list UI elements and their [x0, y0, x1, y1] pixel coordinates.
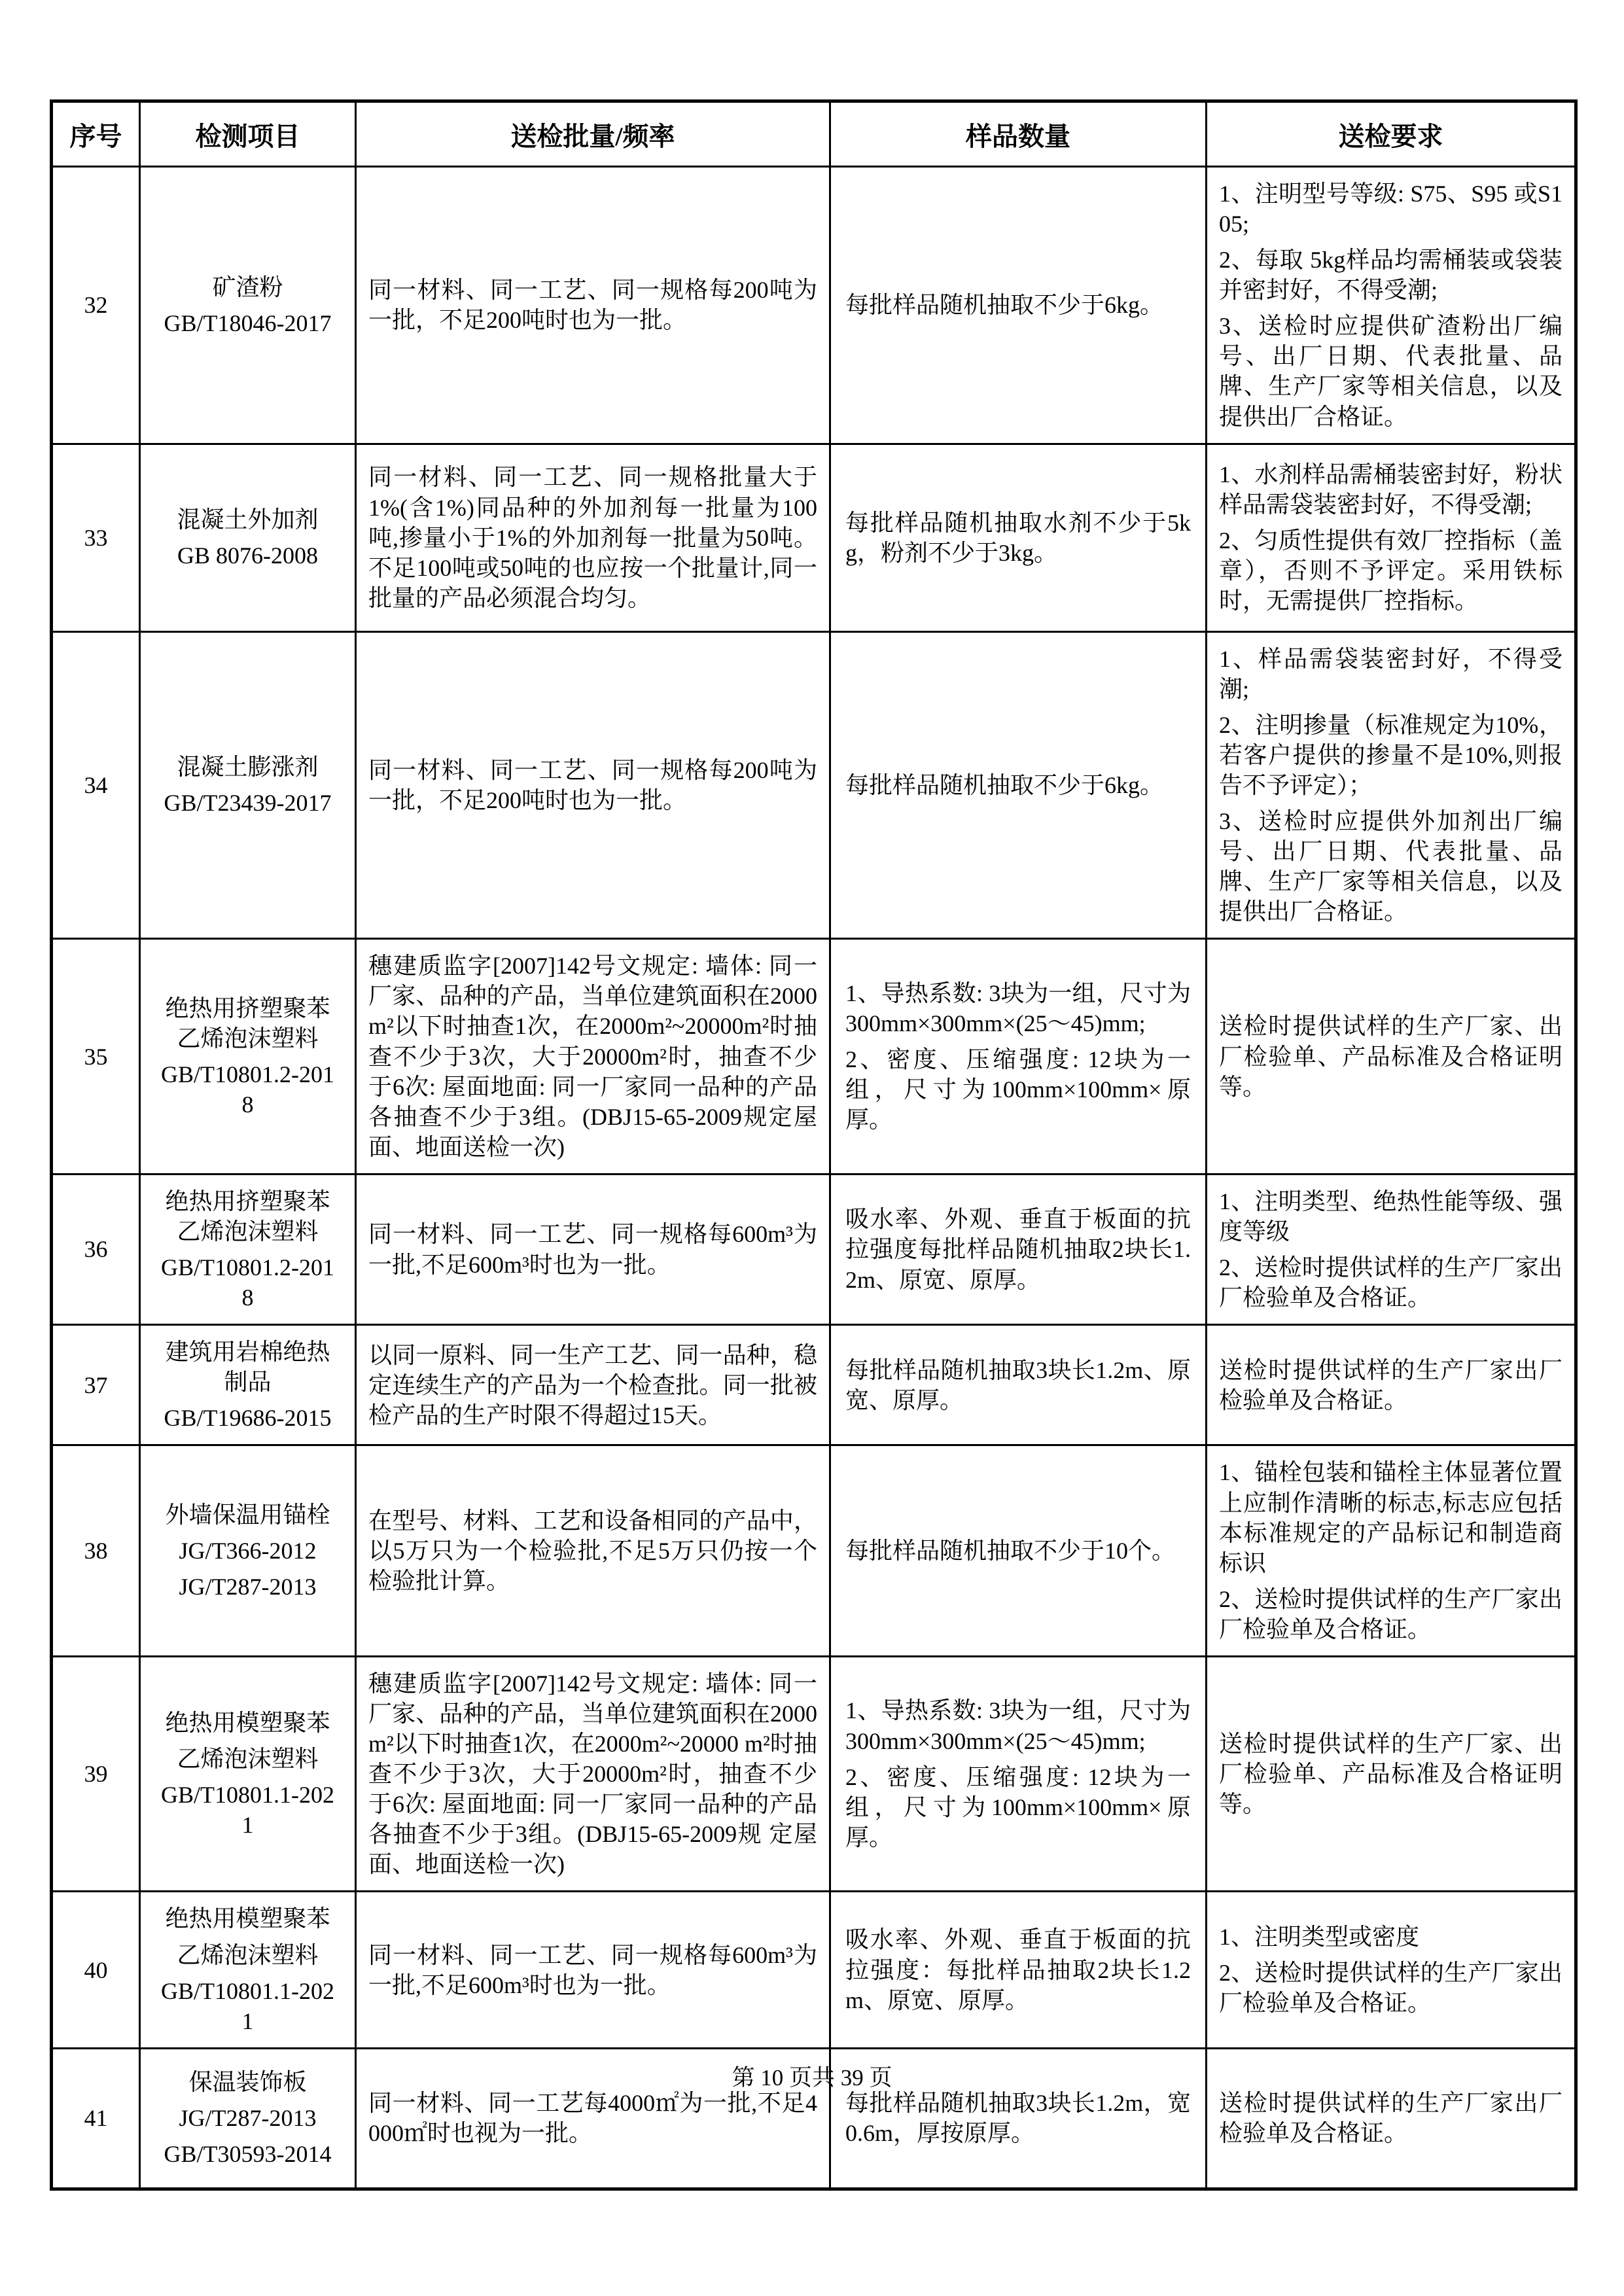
cell-paragraph: 1、样品需袋装密封好，不得受潮; — [1219, 645, 1562, 702]
cell-paragraph: 每批样品随机抽取3块长1.2m、原宽、原厚。 — [845, 1356, 1191, 1413]
cell-paragraph: GB 8076-2008 — [177, 542, 318, 569]
cell-requirements — [1207, 1445, 1576, 1656]
cell-paragraph: GB/T10801.2-2018 — [161, 1061, 334, 1118]
cell-item — [140, 1445, 356, 1656]
cell-item — [140, 1892, 356, 2048]
cell-paragraph: 外墙保温用锚栓 — [165, 1502, 330, 1528]
table-row — [52, 1445, 1576, 1656]
cell-paragraph: 混凝土外加剂 — [177, 506, 319, 533]
cell-paragraph: 每批样品随机抽取3块长1.2m，宽0.6m，厚按原厚。 — [845, 2090, 1191, 2147]
cell-paragraph: 乙烯泡沫塑料 — [177, 1941, 319, 1968]
cell-paragraph: JG/T366-2012 — [179, 1538, 317, 1564]
cell-quantity — [830, 444, 1207, 631]
cell-item — [140, 444, 356, 631]
table-row — [52, 1892, 1576, 2048]
table-row — [52, 631, 1576, 939]
cell-no: 39 — [52, 1656, 140, 1892]
cell-paragraph: 送检时提供试样的生产厂家出厂检验单及合格证。 — [1219, 1356, 1562, 1413]
cell-paragraph: 每批样品随机抽取不少于10个。 — [845, 1538, 1176, 1564]
cell-paragraph: 穗建质监字[2007]142号文规定: 墙体: 同一厂家、品种的产品，当单位建筑面积在2000m²以下时抽查1次，在2000m²~20000 m²时抽查不少于3次，大于20000m²时，抽查不少于6次: 屋面地面: 同一厂家同一品种的产品各抽查不少于3组。(DBJ15-65-2009规 定屋面、地面送检一次) — [368, 1670, 817, 1878]
cell-no: 41 — [52, 2048, 140, 2189]
table-row — [52, 444, 1576, 631]
cell-paragraph: 2、注明掺量（标准规定为10%，若客户提供的掺量不是10%,则报告不予评定）； — [1219, 711, 1562, 798]
cell-no: 33 — [52, 444, 140, 631]
cell-requirements — [1207, 631, 1576, 939]
cell-quantity — [830, 939, 1207, 1174]
cell-requirements — [1207, 1174, 1576, 1324]
cell-requirements — [1207, 939, 1576, 1174]
cell-requirements — [1207, 1656, 1576, 1892]
header-cell-no: 序号 — [52, 101, 140, 167]
cell-requirements — [1207, 167, 1576, 444]
cell-paragraph: 在型号、材料、工艺和设备相同的产品中，以5万只为一个检验批,不足5万只仍按一个检验批计算。 — [368, 1508, 817, 1595]
cell-paragraph: 1、注明型号等级: S75、S95 或S105; — [1219, 181, 1562, 238]
cell-item — [140, 631, 356, 939]
cell-batch — [356, 1656, 830, 1892]
table-header-row — [52, 101, 1576, 167]
cell-no: 35 — [52, 939, 140, 1174]
cell-no: 38 — [52, 1445, 140, 1656]
cell-no: 37 — [52, 1325, 140, 1445]
cell-paragraph: 送检时提供试样的生产厂家、出厂检验单、产品标准及合格证明等。 — [1219, 1731, 1562, 1818]
cell-paragraph: JG/T287-2013 — [179, 2105, 317, 2132]
header-cell-batch: 送检批量/频率 — [356, 101, 830, 167]
cell-paragraph: 1、锚栓包装和锚栓主体显著位置上应制作清晰的标志,标志应包括本标准规定的产品标记和制造商标识 — [1219, 1459, 1562, 1576]
cell-item — [140, 1325, 356, 1445]
cell-item — [140, 167, 356, 444]
header-cell-requirements: 送检要求 — [1207, 101, 1576, 167]
page-number-footer: 第 10 页共 39 页 — [732, 2065, 892, 2091]
cell-batch — [356, 1445, 830, 1656]
cell-paragraph: 同一材料、同一工艺、同一规格每600m³为一批,不足600m³时也为一批。 — [368, 1221, 817, 1278]
cell-paragraph: 绝热用模塑聚苯 — [165, 1905, 330, 1932]
cell-no: 40 — [52, 1892, 140, 2048]
inspection-items-table — [50, 99, 1578, 2191]
cell-paragraph: 2、匀质性提供有效厂控指标（盖章），否则不予评定。采用铁标时，无需提供厂控指标。 — [1219, 527, 1562, 614]
cell-quantity — [830, 1656, 1207, 1892]
cell-paragraph: 每批样品随机抽取水剂不少于5kg，粉剂不少于3kg。 — [845, 509, 1191, 566]
table-row — [52, 1174, 1576, 1324]
cell-paragraph: 2、每取 5kg样品均需桶装或袋装并密封好，不得受潮; — [1219, 247, 1562, 304]
cell-paragraph: 同一材料、同一工艺、同一规格每200吨为一批，不足200吨时也为一批。 — [368, 277, 817, 334]
cell-batch — [356, 1325, 830, 1445]
table-row — [52, 1325, 1576, 1445]
cell-batch — [356, 1892, 830, 2048]
cell-paragraph: 同一材料、同一工艺、同一规格每200吨为一批，不足200吨时也为一批。 — [368, 756, 817, 813]
cell-paragraph: 矿渣粉 — [212, 274, 283, 300]
cell-batch — [356, 939, 830, 1174]
cell-paragraph: GB/T10801.2-2018 — [161, 1254, 334, 1311]
cell-paragraph: 送检时提供试样的生产厂家、出厂检验单、产品标准及合格证明等。 — [1219, 1013, 1562, 1100]
cell-paragraph: 同一材料、同一工艺、同一规格每600m³为一批,不足600m³时也为一批。 — [368, 1941, 817, 1998]
cell-paragraph: 绝热用挤塑聚苯乙烯泡沫塑料 — [165, 995, 330, 1052]
table-row — [52, 1656, 1576, 1892]
cell-paragraph: GB/T18046-2017 — [164, 309, 332, 336]
cell-quantity — [830, 631, 1207, 939]
cell-paragraph: 1、导热系数: 3块为一组，尺寸为300mm×300mm×(25～45)mm; — [845, 980, 1191, 1036]
cell-paragraph: 绝热用挤塑聚苯乙烯泡沫塑料 — [165, 1188, 330, 1245]
cell-paragraph: 吸水率、外观、垂直于板面的抗拉强度：每批样品抽取2块长1.2m、原宽、原厚。 — [845, 1926, 1191, 2013]
cell-paragraph: GB/T30593-2014 — [164, 2141, 332, 2168]
cell-paragraph: 穗建质监字[2007]142号文规定: 墙体: 同一厂家、品种的产品，当单位建筑面积在2000m²以下时抽查1次，在2000m²~20000m²时抽查不少于3次，大于20000m²时，抽查不少于6次: 屋面地面: 同一厂家同一品种的产品各抽查不少于3组。(DBJ15-65-2009规定屋面、地面送检一次) — [368, 953, 817, 1160]
cell-paragraph: GB/T10801.1-2021 — [161, 1977, 334, 2034]
header-cell-item: 检测项目 — [140, 101, 356, 167]
cell-item — [140, 939, 356, 1174]
header-cell-quantity: 样品数量 — [830, 101, 1207, 167]
table-row — [52, 167, 1576, 444]
cell-paragraph: 每批样品随机抽取不少于6kg。 — [845, 292, 1164, 319]
cell-item — [140, 1656, 356, 1892]
cell-paragraph: 以同一原料、同一生产工艺、同一品种，稳定连续生产的产品为一个检查批。同一批被检产品的生产时限不得超过15天。 — [368, 1341, 817, 1428]
cell-no: 34 — [52, 631, 140, 939]
cell-paragraph: 1、导热系数: 3块为一组，尺寸为300mm×300mm×(25～45)mm; — [845, 1697, 1191, 1754]
cell-paragraph: 每批样品随机抽取不少于6kg。 — [845, 771, 1164, 798]
cell-paragraph: 乙烯泡沫塑料 — [177, 1746, 319, 1773]
cell-paragraph: 2、密度、压缩强度: 12块为一组，尺寸为100mm×100mm×原厚。 — [845, 1763, 1191, 1850]
cell-requirements — [1207, 1892, 1576, 2048]
cell-no: 36 — [52, 1174, 140, 1324]
cell-quantity — [830, 1892, 1207, 2048]
cell-paragraph: 混凝土膨涨剂 — [177, 754, 319, 781]
cell-paragraph: 1、水剂样品需桶装密封好，粉状样品需袋装密封好，不得受潮; — [1219, 461, 1562, 518]
cell-batch — [356, 167, 830, 444]
cell-batch — [356, 1174, 830, 1324]
cell-quantity — [830, 167, 1207, 444]
cell-paragraph: 建筑用岩棉绝热制品 — [165, 1339, 330, 1396]
cell-paragraph: 送检时提供试样的生产厂家出厂检验单及合格证。 — [1219, 2090, 1562, 2147]
cell-paragraph: 2、密度、压缩强度: 12块为一组，尺寸为100mm×100mm×原厚。 — [845, 1046, 1191, 1133]
cell-paragraph: 2、送检时提供试样的生产厂家出厂检验单及合格证。 — [1219, 1585, 1562, 1642]
cell-quantity — [830, 1325, 1207, 1445]
cell-paragraph: 1、注明类型或密度 — [1219, 1923, 1420, 1950]
cell-requirements — [1207, 1325, 1576, 1445]
cell-paragraph: 吸水率、外观、垂直于板面的抗拉强度每批样品随机抽取2块长1.2m、原宽、原厚。 — [845, 1206, 1191, 1293]
cell-no: 32 — [52, 167, 140, 444]
cell-quantity — [830, 1174, 1207, 1324]
cell-paragraph: 3、送检时应提供外加剂出厂编号、出厂日期、代表批量、品牌、生产厂家等相关信息，以及提供出厂合格证。 — [1219, 808, 1562, 925]
cell-paragraph: 绝热用模塑聚苯 — [165, 1710, 330, 1736]
cell-item — [140, 1174, 356, 1324]
cell-paragraph: 3、送检时应提供矿渣粉出厂编号、出厂日期、代表批量、品牌、生产厂家等相关信息，以及提供出厂合格证。 — [1219, 313, 1562, 430]
cell-paragraph: 1、注明类型、绝热性能等级、强度等级 — [1219, 1188, 1562, 1245]
table-row — [52, 939, 1576, 1174]
cell-paragraph: 2、送检时提供试样的生产厂家出厂检验单及合格证。 — [1219, 1960, 1562, 2017]
cell-paragraph: GB/T19686-2015 — [164, 1405, 332, 1432]
cell-paragraph: GB/T23439-2017 — [164, 790, 332, 817]
cell-paragraph: 同一材料、同一工艺、同一规格批量大于1%(含1%)同品种的外加剂每一批量为100吨,掺量小于1%的外加剂每一批量为50吨。不足100吨或50吨的也应按一个批量计,同一批量的产品必须混合均匀。 — [368, 464, 817, 611]
cell-paragraph: 2、送检时提供试样的生产厂家出厂检验单及合格证。 — [1219, 1254, 1562, 1311]
cell-batch — [356, 444, 830, 631]
cell-paragraph: 同一材料、同一工艺每4000㎡为一批,不足4000㎡时也视为一批。 — [368, 2090, 817, 2147]
cell-paragraph: 保温装饰板 — [188, 2069, 307, 2096]
cell-quantity — [830, 1445, 1207, 1656]
cell-requirements — [1207, 444, 1576, 631]
cell-batch — [356, 631, 830, 939]
cell-paragraph: JG/T287-2013 — [179, 1574, 317, 1600]
cell-paragraph: GB/T10801.1-2021 — [161, 1782, 334, 1839]
